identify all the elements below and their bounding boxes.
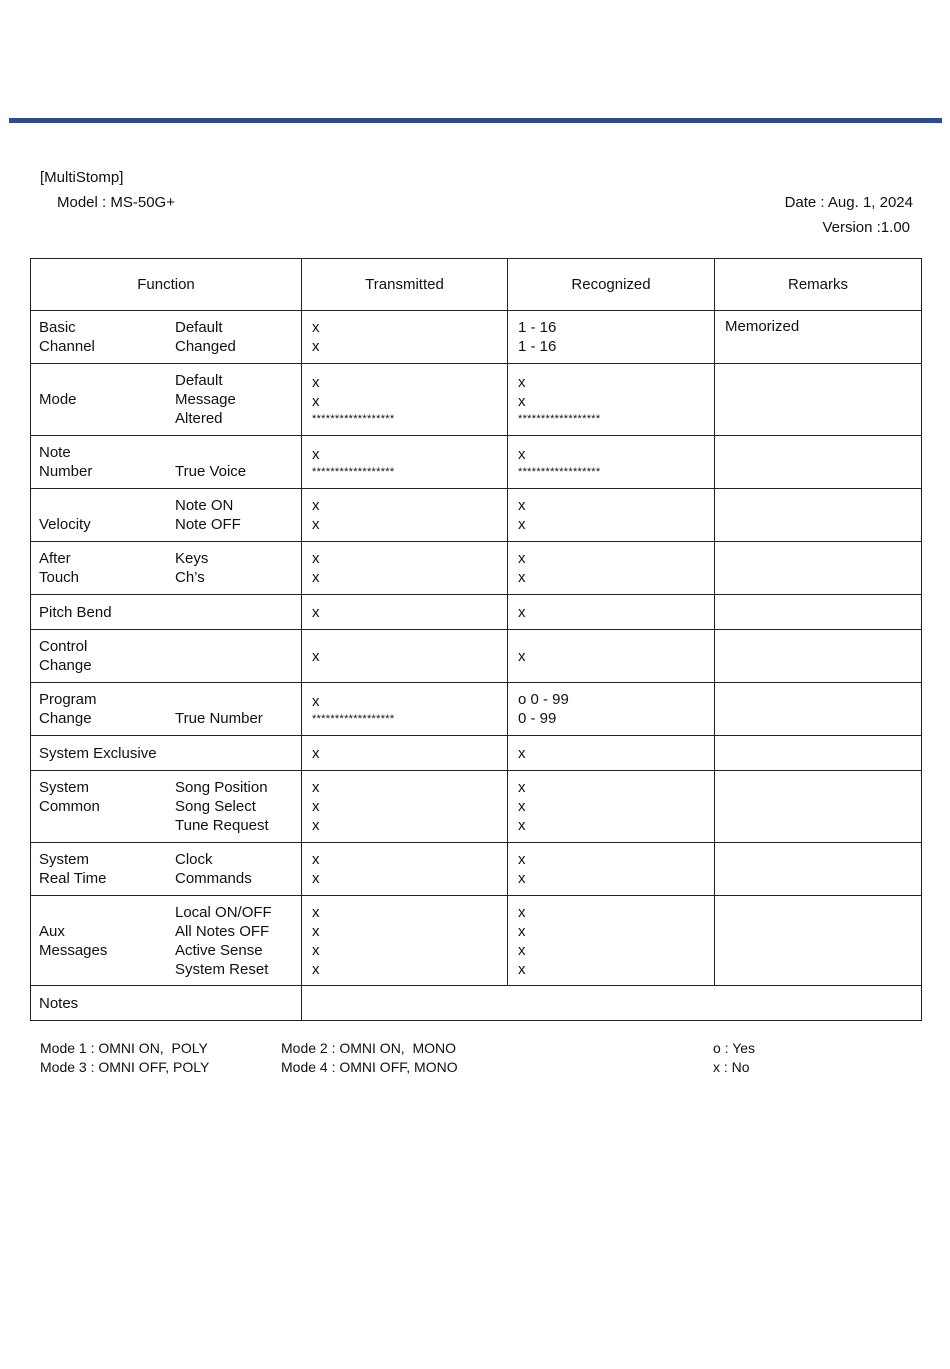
transmitted-cell-line: x [312, 779, 320, 796]
function-name [39, 690, 175, 728]
table-row [31, 489, 922, 542]
function-detail [175, 549, 293, 587]
function-name [39, 778, 175, 835]
recognized-cell-line: x [518, 851, 526, 868]
recognized-cell-line: x [518, 744, 526, 762]
function-name-line: Change [39, 710, 92, 727]
function-detail-line [175, 656, 293, 675]
transmitted-cell [302, 903, 507, 979]
recognized-cell [508, 850, 714, 888]
function-detail [175, 603, 293, 622]
transmitted-cell-line: x [312, 516, 320, 533]
recognized-cell [508, 496, 714, 534]
transmitted-cell-line: ****************** [312, 712, 395, 725]
recognized-cell-line: x [518, 870, 526, 887]
function-detail-line: Message [175, 391, 236, 408]
function-detail-line: Tune Request [175, 817, 269, 834]
transmitted-cell [302, 318, 507, 356]
recognized-cell-line: ****************** [518, 412, 601, 425]
function-detail [175, 903, 293, 979]
function-name-line: Channel [39, 338, 95, 355]
recognized-cell-line: x [518, 516, 526, 533]
function-detail-line: Clock [175, 851, 213, 868]
function-detail [175, 850, 293, 888]
function-name-line: Aux [39, 922, 65, 940]
recognized-cell-line: x [518, 817, 526, 834]
legend-mode3: Mode 3 : OMNI OFF, POLY [40, 1059, 210, 1075]
transmitted-cell-line: x [312, 798, 320, 815]
function-detail [175, 443, 293, 481]
function-detail-line: Local ON/OFF [175, 903, 272, 921]
document-title: [MultiStomp] [40, 169, 124, 186]
function-name [39, 371, 175, 428]
transmitted-cell-line: x [312, 603, 320, 621]
transmitted-cell-line: x [312, 870, 320, 887]
function-detail-line [175, 744, 293, 763]
recognized-cell-line: x [518, 569, 526, 586]
function-detail-line: Altered [175, 410, 223, 427]
recognized-cell-line: x [518, 960, 526, 978]
transmitted-cell-line: x [312, 373, 320, 391]
function-detail-line: Song Position [175, 779, 268, 796]
function-detail [175, 690, 293, 728]
function-name [39, 318, 175, 356]
function-detail-line: Ch’s [175, 569, 205, 586]
function-detail-line [175, 603, 293, 622]
header-rule [9, 118, 942, 123]
function-name [39, 603, 175, 622]
function-name-line: Pitch Bend [39, 603, 112, 621]
transmitted-cell [302, 445, 507, 480]
function-name-line: Number [39, 463, 93, 480]
table-row [31, 736, 922, 771]
recognized-cell [508, 778, 714, 835]
transmitted-cell [302, 744, 507, 763]
transmitted-cell [302, 850, 507, 888]
transmitted-cell [302, 496, 507, 534]
remarks-cell: Memorized [725, 318, 800, 335]
function-name [39, 850, 175, 888]
function-detail [175, 318, 293, 356]
transmitted-cell-line: x [312, 338, 320, 355]
function-name-line: System [39, 851, 90, 868]
function-detail-line: Default [175, 319, 223, 336]
transmitted-cell [302, 549, 507, 587]
table-header-row [31, 259, 922, 311]
recognized-cell [508, 373, 714, 427]
recognized-cell-line: x [518, 373, 526, 391]
transmitted-cell [302, 692, 507, 727]
table-row [31, 311, 922, 364]
legend-modes-right [281, 1039, 458, 1077]
function-name-line: After [39, 550, 71, 567]
function-name-line: System Exclusive [39, 744, 157, 762]
function-name-line: Program [39, 691, 97, 708]
recognized-cell [508, 903, 714, 979]
function-name-line: Change [39, 657, 92, 674]
function-name [39, 496, 175, 534]
function-detail-line: Default [175, 372, 223, 389]
function-name [39, 903, 175, 979]
recognized-cell-line: x [518, 445, 526, 463]
midi-implementation-table [30, 258, 922, 1021]
function-name-line: Real Time [39, 870, 107, 887]
transmitted-cell-line: ****************** [312, 465, 395, 478]
recognized-cell [508, 647, 714, 666]
transmitted-cell-line: x [312, 569, 320, 586]
function-detail-line: True Voice [175, 463, 247, 480]
function-detail-line: Keys [175, 550, 209, 567]
recognized-cell-line: x [518, 798, 526, 815]
recognized-cell-line: x [518, 392, 526, 410]
function-detail [175, 496, 293, 534]
function-detail-line: Commands [175, 870, 252, 887]
function-detail-line: System Reset [175, 960, 269, 978]
function-detail-line [175, 443, 293, 462]
table-row [31, 896, 922, 986]
function-name-line: Velocity [39, 516, 91, 533]
transmitted-cell [302, 373, 507, 427]
transmitted-cell-line: x [312, 445, 320, 463]
table-body [31, 311, 922, 986]
function-detail-line: Song Select [175, 798, 256, 815]
transmitted-cell-line: x [312, 319, 320, 336]
function-name [39, 744, 175, 763]
recognized-cell-line: 0 - 99 [518, 710, 557, 727]
recognized-cell [508, 603, 714, 622]
table-row [31, 771, 922, 843]
recognized-cell-line: x [518, 941, 526, 959]
header-remarks: Remarks [715, 259, 922, 311]
function-name-line: Touch [39, 569, 80, 586]
legend-symbols [713, 1039, 755, 1077]
function-detail [175, 744, 293, 763]
recognized-cell [508, 318, 714, 356]
transmitted-cell-line: x [312, 692, 320, 710]
function-name-line: Mode [39, 391, 77, 408]
transmitted-cell [302, 778, 507, 835]
table-row [31, 843, 922, 896]
notes-row [31, 986, 922, 1021]
transmitted-cell [302, 647, 507, 666]
recognized-cell-line: x [518, 779, 526, 796]
legend-modes-left [40, 1039, 209, 1077]
function-detail-line: All Notes OFF [175, 922, 270, 940]
function-detail-line: Note OFF [175, 516, 241, 533]
header-recognized: Recognized [508, 259, 715, 311]
recognized-cell-line: x [518, 497, 526, 514]
recognized-cell-line: 1 - 16 [518, 338, 557, 355]
notes-value [302, 986, 922, 1021]
function-detail-line [175, 690, 293, 709]
table-row [31, 630, 922, 683]
date-label: Date : Aug. 1, 2024 [784, 194, 913, 211]
recognized-cell [508, 744, 714, 763]
recognized-cell-line: o 0 - 99 [518, 691, 569, 708]
recognized-cell-line: x [518, 603, 526, 621]
transmitted-cell-line: ****************** [312, 412, 395, 425]
recognized-cell-line: x [518, 550, 526, 567]
table-row [31, 683, 922, 736]
function-name [39, 443, 175, 481]
function-name-line: Common [39, 798, 100, 815]
legend-no: x : No [713, 1059, 750, 1075]
function-name-line: Messages [39, 941, 108, 959]
transmitted-cell-line: x [312, 903, 320, 921]
notes-label: Notes [39, 994, 79, 1012]
recognized-cell [508, 445, 714, 480]
header-transmitted: Transmitted [302, 259, 508, 311]
recognized-cell-line: x [518, 647, 526, 665]
function-detail-line: True Number [175, 710, 263, 727]
transmitted-cell-line: x [312, 851, 320, 868]
transmitted-cell-line: x [312, 941, 320, 959]
version-label: Version :1.00 [822, 219, 910, 236]
recognized-cell [508, 690, 714, 728]
table-row [31, 436, 922, 489]
transmitted-cell-line: x [312, 647, 320, 665]
function-name-line: Note [39, 444, 71, 461]
legend-mode1: Mode 1 : OMNI ON, POLY [40, 1040, 208, 1056]
legend-mode4: Mode 4 : OMNI OFF, MONO [281, 1059, 458, 1075]
table-row [31, 364, 922, 436]
function-name [39, 637, 175, 675]
function-name-line: Control [39, 638, 88, 655]
header-function: Function [31, 259, 302, 311]
table-row [31, 542, 922, 595]
transmitted-cell-line: x [312, 392, 320, 410]
recognized-cell-line: x [518, 903, 526, 921]
recognized-cell [508, 549, 714, 587]
legend-mode2: Mode 2 : OMNI ON, MONO [281, 1040, 457, 1056]
transmitted-cell-line: x [312, 497, 320, 514]
recognized-cell-line: x [518, 922, 526, 940]
transmitted-cell-line: x [312, 817, 320, 834]
recognized-cell-line: 1 - 16 [518, 319, 557, 336]
function-detail [175, 371, 293, 428]
function-detail-line [175, 637, 293, 656]
function-name-line: Basic [39, 319, 76, 336]
function-detail-line: Active Sense [175, 941, 263, 959]
function-detail-line: Changed [175, 338, 236, 355]
transmitted-cell-line: x [312, 922, 320, 940]
recognized-cell-line: ****************** [518, 465, 601, 478]
transmitted-cell [302, 603, 507, 622]
table-row [31, 595, 922, 630]
model-label: Model : MS-50G+ [57, 194, 175, 211]
function-detail-line: Note ON [175, 497, 234, 514]
transmitted-cell-line: x [312, 550, 320, 567]
function-detail [175, 637, 293, 675]
function-name-line: System [39, 779, 90, 796]
transmitted-cell-line: x [312, 744, 320, 762]
function-detail [175, 778, 293, 835]
legend-yes: o : Yes [713, 1040, 756, 1056]
transmitted-cell-line: x [312, 960, 320, 978]
function-name [39, 549, 175, 587]
